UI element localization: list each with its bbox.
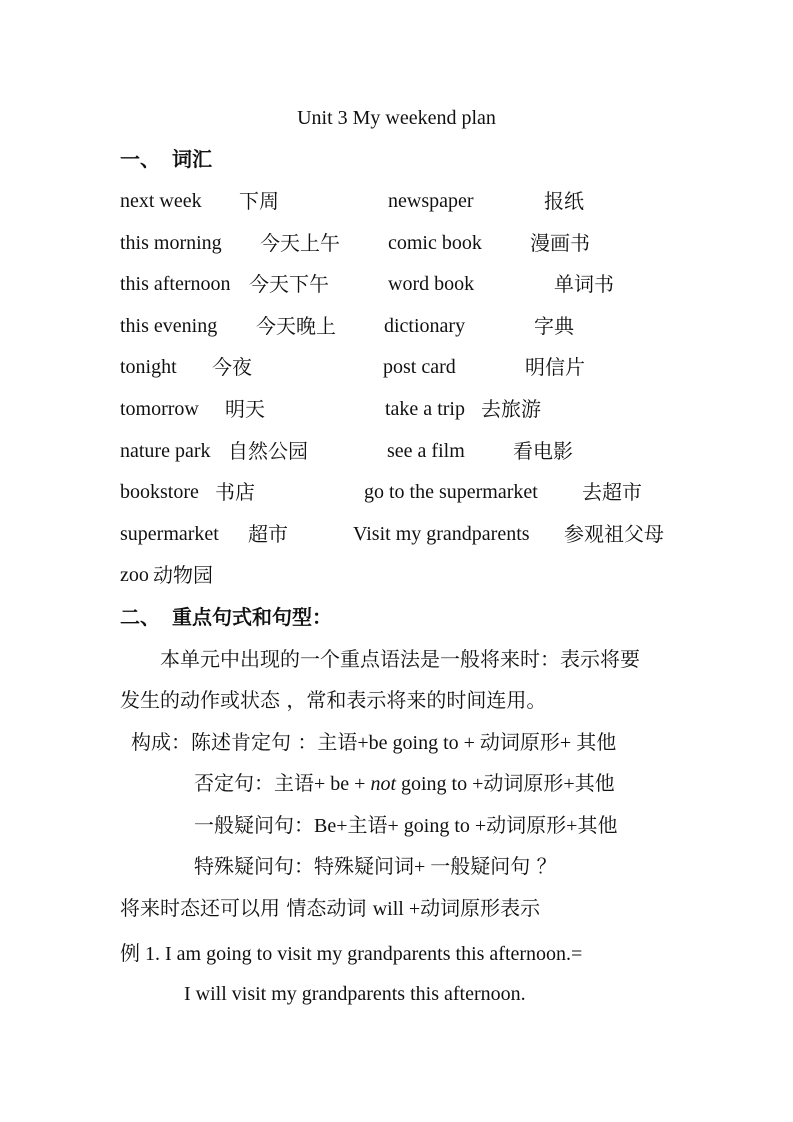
vocab-en: this morning (120, 232, 222, 254)
vocab-en: tomorrow (120, 398, 199, 420)
vocab-zh: 单词书 (554, 272, 614, 296)
vocab-en: this evening (120, 315, 218, 337)
document-title: Unit 3 My weekend plan (297, 107, 496, 129)
vocab-zh: 报纸 (544, 189, 584, 213)
example-line-1: 例 1. I am going to visit my grandparents this afternoon.= (120, 941, 583, 965)
vocab-en: Visit my grandparents (353, 523, 530, 545)
vocab-zh: 超市 (248, 522, 288, 546)
section-2-heading: 重点句式和句型： (172, 605, 332, 629)
vocab-en: nature park (120, 440, 211, 462)
vocab-en: newspaper (388, 190, 474, 212)
vocab-zh: 参观祖父母 (564, 522, 664, 546)
will-note: 将来时态还可以用 情态动词 will +动词原形表示 (120, 896, 541, 920)
vocab-en: take a trip (385, 398, 465, 420)
grammar-intro-line-1: 本单元中出现的一个重点语法是一般将来时：表示将要 (160, 647, 640, 671)
vocab-en: bookstore (120, 481, 199, 503)
vocab-zh: 动物园 (153, 563, 213, 587)
example-line-2: I will visit my grandparents this afternoon. (184, 983, 526, 1005)
structure-label: 构成：陈述肯定句 ： (131, 730, 318, 754)
vocab-en: word book (388, 273, 475, 295)
vocab-en: zoo (120, 564, 149, 586)
affirmative-structure: 构成：陈述肯定句 ：主语+be going to + 动词原形+ 其他 (131, 730, 617, 754)
vocab-zh: 明天 (225, 397, 265, 421)
vocab-en: tonight (120, 356, 177, 378)
section-1-heading: 词汇 (172, 147, 212, 171)
section-1-number: 一、 (120, 147, 160, 171)
vocab-en: next week (120, 190, 202, 212)
vocab-zh: 今天晚上 (256, 314, 336, 338)
vocab-zh: 下周 (239, 189, 279, 213)
vocab-zh: 去旅游 (481, 397, 541, 421)
vocab-zh: 今夜 (212, 355, 252, 379)
vocab-zh: 今天下午 (249, 272, 329, 296)
vocab-en: post card (383, 356, 456, 378)
vocab-zh: 自然公园 (228, 439, 308, 463)
negative-structure: 否定句：主语+ be + not going to +动词原形+其他 (194, 771, 615, 795)
question-structure: 一般疑问句：Be+主语+ going to +动词原形+其他 (194, 813, 618, 837)
vocab-en: go to the supermarket (364, 481, 538, 503)
example-label: 例 (120, 941, 140, 965)
grammar-intro-line-2: 发生的动作或状态 ，常和表示将来的时间连用。 (120, 688, 547, 712)
vocab-en: comic book (388, 232, 482, 254)
vocab-en: this afternoon (120, 273, 231, 295)
vocab-zh: 去超市 (582, 480, 642, 504)
vocab-zh: 书店 (215, 480, 255, 504)
section-2-number: 二、 (120, 605, 160, 629)
vocab-en: supermarket (120, 523, 219, 545)
vocab-zh: 今天上午 (260, 231, 340, 255)
wh-question-structure: 特殊疑问句：特殊疑问词+ 一般疑问句 ？ (194, 854, 557, 878)
vocab-zh: 字典 (534, 314, 574, 338)
vocab-zh: 明信片 (525, 355, 585, 379)
vocab-en: see a film (387, 440, 465, 462)
vocab-zh: 看电影 (513, 439, 573, 463)
vocab-en: dictionary (384, 315, 466, 337)
vocab-zh: 漫画书 (530, 231, 590, 255)
